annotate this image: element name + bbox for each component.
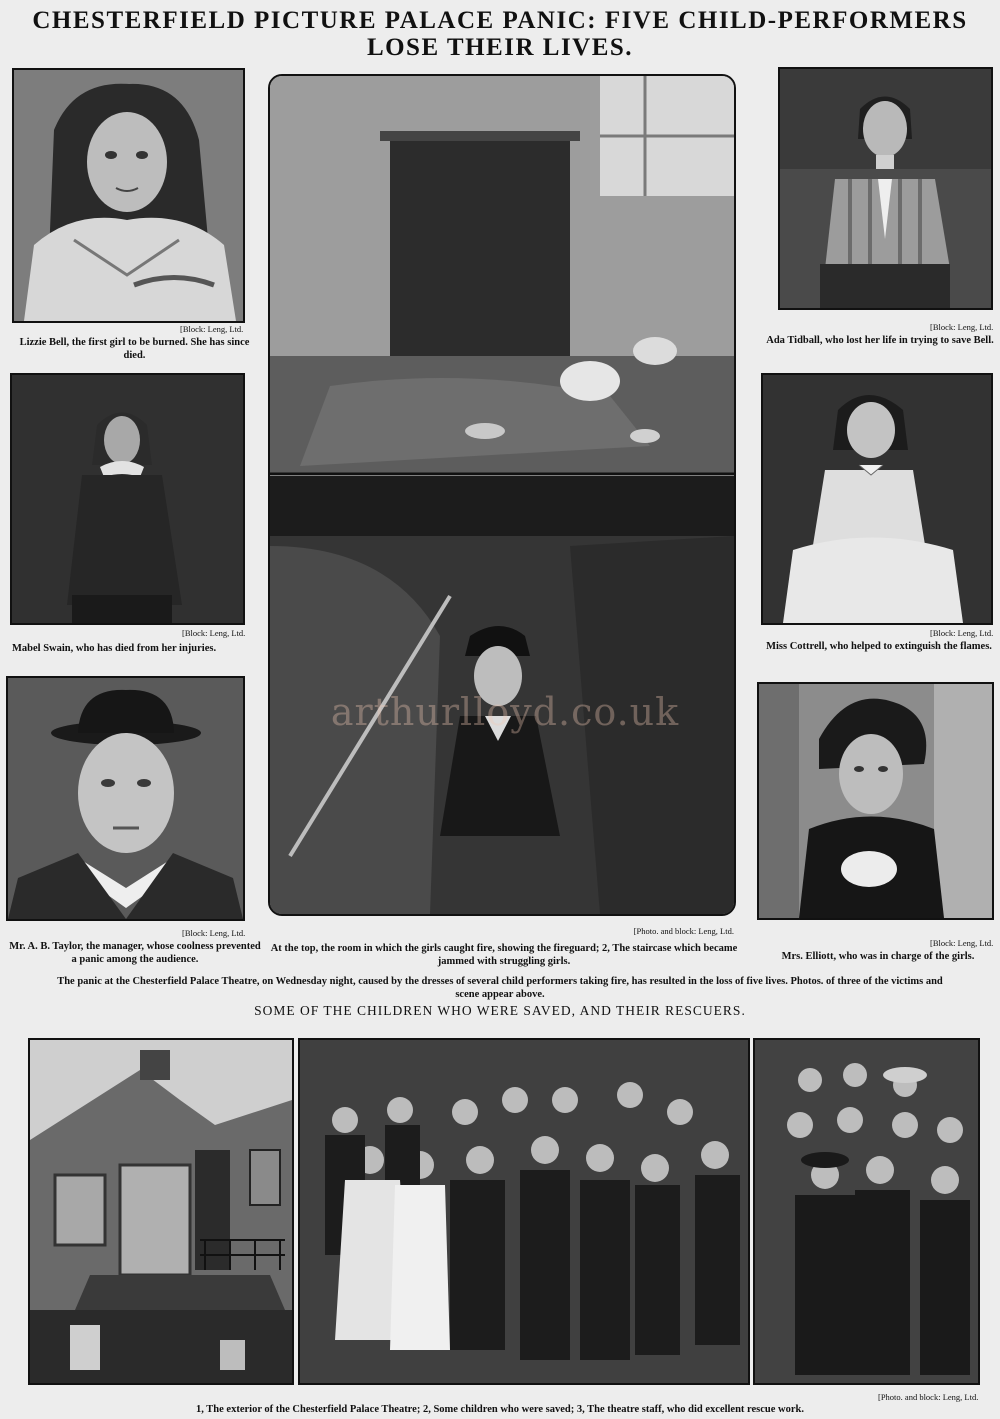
photo-children-saved: [298, 1038, 750, 1385]
photo-lizzie-bell: [12, 68, 245, 323]
credit-ab-taylor: [Block: Leng, Ltd.: [182, 928, 246, 938]
photo-room-and-staircase: [268, 74, 736, 916]
caption-lizzie-bell: Lizzie Bell, the first girl to be burned. She has since died.: [19, 337, 250, 361]
credit-mrs-elliott: [Block: Leng, Ltd.: [930, 938, 994, 948]
photo-theatre-staff: [753, 1038, 980, 1385]
caption-miss-cottrell: Miss Cottrell, who helped to extinguish the flames.: [766, 641, 992, 652]
caption-ada-tidball: Ada Tidball, who lost her life in trying to save Bell.: [766, 335, 994, 346]
photo-ab-taylor: [6, 676, 245, 921]
caption-bottom-photos: 1, The exterior of the Chesterfield Palace Theatre; 2, Some children who were saved; 3, The theatre staff, who did excellent rescue work.: [195, 1404, 805, 1415]
subhead: SOME OF THE CHILDREN WHO WERE SAVED, AND THEIR RESCUERS.: [254, 1003, 746, 1018]
caption-ab-taylor: Mr. A. B. Taylor, the manager, whose coolness prevented a panic among the audience.: [9, 941, 261, 965]
watermark: arthurlloyd.co.uk: [330, 690, 680, 734]
summary-paragraph: The panic at the Chesterfield Palace Theatre, on Wednesday night, caused by the dresses of several child performers taking fire, has resulted in the loss of five lives. Photos. of three of the victims and scene appear above.: [57, 976, 943, 1000]
photo-ada-tidball: [778, 67, 993, 310]
caption-mabel-swain: Mabel Swain, who has died from her injuries.: [12, 643, 217, 654]
credit-lizzie-bell: [Block: Leng, Ltd.: [180, 324, 244, 334]
photo-theatre-exterior: [28, 1038, 294, 1385]
caption-center-photo: At the top, the room in which the girls caught fire, showing the fireguard; 2, The staircase which became jammed with struggling girls.: [270, 943, 738, 967]
photo-mabel-swain: [10, 373, 245, 625]
credit-center-photo: [Photo. and block: Leng, Ltd.: [633, 926, 734, 936]
headline-line-2: LOSE THEIR LIVES.: [366, 34, 634, 61]
headline-line-1: CHESTERFIELD PICTURE PALACE PANIC: FIVE CHILD-PERFORMERS: [32, 7, 968, 34]
credit-mabel-swain: [Block: Leng, Ltd.: [182, 628, 246, 638]
credit-miss-cottrell: [Block: Leng, Ltd.: [930, 628, 994, 638]
photo-mrs-elliott: [757, 682, 994, 920]
credit-bottom-photos: [Photo. and block: Leng, Ltd.: [878, 1392, 979, 1402]
photo-miss-cottrell: [761, 373, 993, 625]
credit-ada-tidball: [Block: Leng, Ltd.: [930, 322, 994, 332]
caption-mrs-elliott: Mrs. Elliott, who was in charge of the girls.: [781, 951, 975, 962]
